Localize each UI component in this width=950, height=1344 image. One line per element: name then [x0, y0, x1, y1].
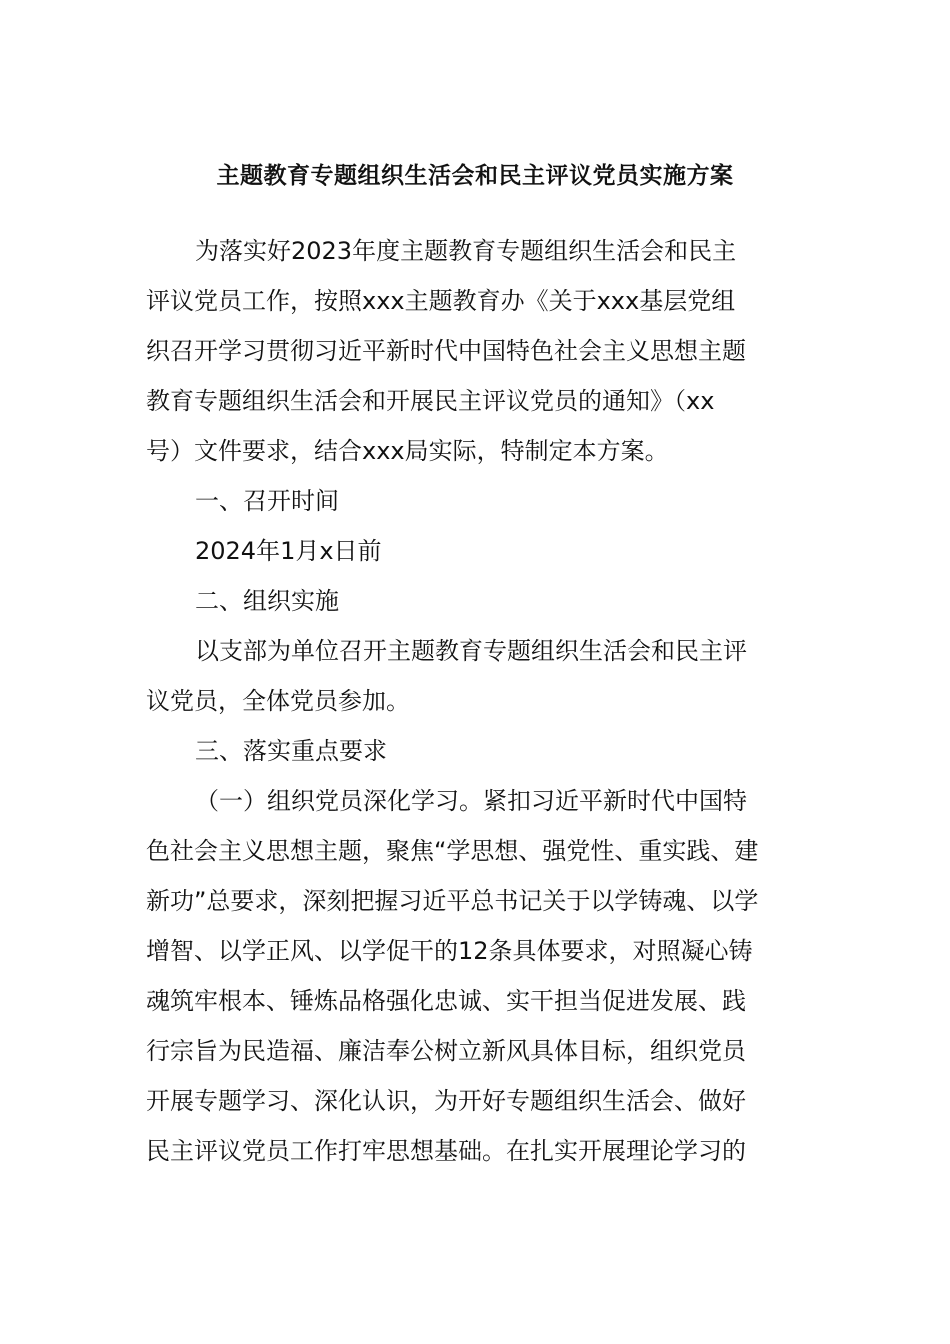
- section-heading: 二、组织实施: [195, 587, 339, 615]
- paragraph-line: （一）组织党员深化学习。紧扣习近平新时代中国特: [195, 787, 747, 815]
- section-heading: 三、落实重点要求: [195, 737, 387, 765]
- paragraph-line: 增智、以学正风、以学促干的12条具体要求，对照凝心铸: [146, 937, 753, 965]
- paragraph-line: 号）文件要求，结合xxx局实际，特制定本方案。: [146, 437, 669, 465]
- paragraph-line: 织召开学习贯彻习近平新时代中国特色社会主义思想主题: [146, 337, 746, 365]
- paragraph-line: 魂筑牢根本、锤炼品格强化忠诚、实干担当促进发展、践: [146, 987, 746, 1015]
- paragraph-line: 教育专题组织生活会和开展民主评议党员的通知》（xx: [146, 387, 715, 415]
- document-title: 主题教育专题组织生活会和民主评议党员实施方案: [216, 163, 734, 189]
- paragraph-line: 议党员，全体党员参加。: [146, 687, 410, 715]
- paragraph-line: 开展专题学习、深化认识，为开好专题组织生活会、做好: [146, 1087, 746, 1115]
- paragraph-line: 以支部为单位召开主题教育专题组织生活会和民主评: [195, 637, 747, 665]
- section-heading: 一、召开时间: [195, 487, 339, 515]
- paragraph-line: 色社会主义思想主题，聚焦“学思想、强党性、重实践、建: [146, 837, 759, 865]
- paragraph-line: 民主评议党员工作打牢思想基础。在扎实开展理论学习的: [146, 1137, 746, 1165]
- paragraph-line: 新功”总要求，深刻把握习近平总书记关于以学铸魂、以学: [146, 887, 759, 915]
- document-body: [146, 226, 806, 1176]
- paragraph-line: 2024年1月x日前: [195, 537, 382, 565]
- paragraph-line: 行宗旨为民造福、廉洁奉公树立新风具体目标，组织党员: [146, 1037, 746, 1065]
- paragraph-line: 为落实好2023年度主题教育专题组织生活会和民主: [195, 237, 737, 265]
- paragraph-line: 评议党员工作，按照xxx主题教育办《关于xxx基层党组: [146, 287, 736, 315]
